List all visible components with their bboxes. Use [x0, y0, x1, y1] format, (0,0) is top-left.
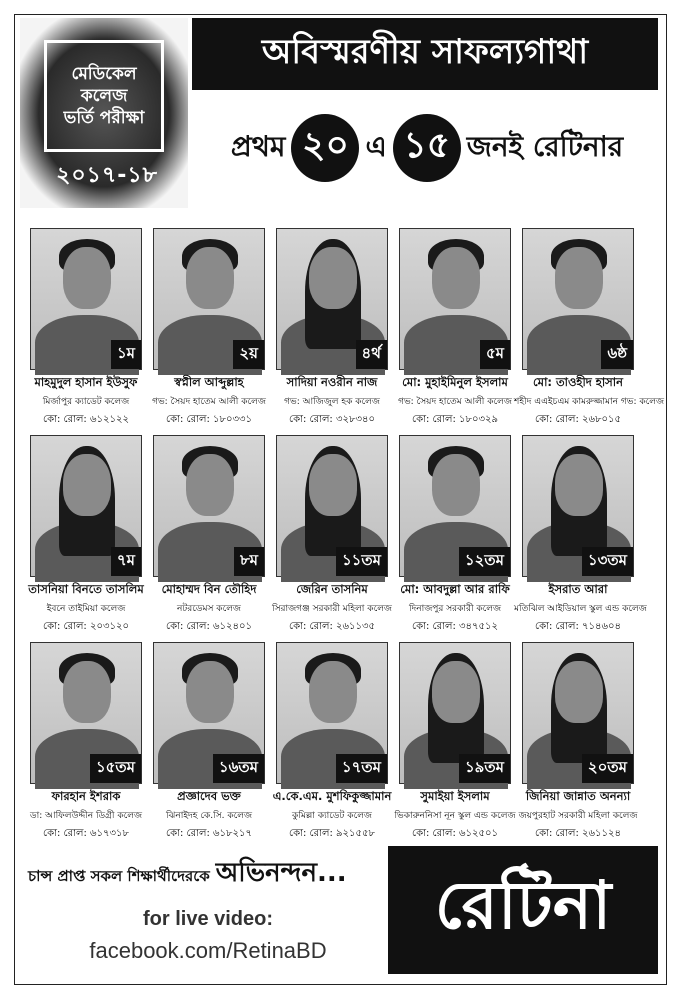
- rank-badge: ৭ম: [111, 547, 141, 576]
- student-photo: [30, 228, 142, 370]
- student-college: ভিকারুননিসা নূন স্কুল এন্ড কলেজ: [394, 811, 516, 821]
- live-video-label: for live video:: [142, 908, 274, 930]
- student-name: মো: তাওহীদ হাসান: [533, 375, 623, 389]
- student-photo: [30, 642, 142, 784]
- photo-face: [63, 661, 111, 723]
- student-name: জেরিন তাসনিম: [296, 582, 368, 596]
- student-college: গভ: সৈয়দ হাতেম আলী কলেজ: [152, 397, 266, 407]
- congratulations-line: [28, 852, 388, 892]
- student-name: স্বপ্নীল আব্দুল্লাহ: [174, 375, 244, 389]
- rank-badge: ৮ম: [234, 547, 264, 576]
- student-card: [151, 638, 267, 848]
- student-card: [520, 638, 636, 848]
- badge-line-1: মেডিকেল: [71, 64, 137, 84]
- student-roll: কো: রোল: ৬১২৪০১: [166, 621, 252, 632]
- student-card: [274, 638, 390, 848]
- rank-badge: ২য়: [233, 340, 264, 369]
- student-roll: কো: রোল: ৩৪৭৫১২: [412, 621, 498, 632]
- student-name: ফারহান ইশরাক: [51, 789, 121, 803]
- student-photo: [522, 435, 634, 577]
- student-roll: কো: রোল: ২০৩১২০: [43, 621, 129, 632]
- rank-badge: ৬ষ্ঠ: [601, 340, 633, 369]
- subtitle-mid: এ: [365, 129, 387, 163]
- student-name: প্রজ্ঞাদেব ভক্ত: [177, 789, 241, 803]
- student-photo: [30, 435, 142, 577]
- headline-title: অবিস্মরণীয় সাফল্যগাথা: [192, 18, 658, 90]
- student-roll: কো: রোল: ২৬৮০১৫: [535, 414, 621, 425]
- retina-logo: রেটিনা: [388, 846, 658, 974]
- student-roll: কো: রোল: ২৬১১২৪: [535, 828, 621, 839]
- photo-face: [432, 454, 480, 516]
- student-card: [514, 431, 647, 641]
- rank-badge: ৪র্থ: [356, 340, 387, 369]
- student-name: জিনিয়া জান্নাত অনন্যা: [525, 789, 631, 803]
- student-card: [397, 431, 513, 641]
- student-row: [28, 638, 642, 848]
- number-circle-20: ২০: [291, 114, 359, 182]
- student-college: মির্জাপুর ক্যাডেট কলেজ: [42, 397, 130, 407]
- student-roll: কো: রোল: ২৬১১৩৫: [289, 621, 375, 632]
- student-roll: কো: রোল: ৬১২১২২: [43, 414, 129, 425]
- rank-badge: ১৩তম: [582, 547, 633, 576]
- student-roll: কো: রোল: ১৮০৩২৯: [412, 414, 498, 425]
- student-photo: [522, 642, 634, 784]
- rank-badge: ৫ম: [480, 340, 510, 369]
- student-photo: [399, 228, 511, 370]
- congrats-word: অভিনন্দন...: [215, 858, 347, 888]
- student-name: সাদিয়া নওরীন নাজ: [286, 375, 378, 389]
- number-circle-15: ১৫: [393, 114, 461, 182]
- student-photo: [399, 642, 511, 784]
- student-photo: [276, 435, 388, 577]
- student-card: [394, 638, 516, 848]
- student-photo: [522, 228, 634, 370]
- photo-face: [186, 247, 234, 309]
- student-roll: কো: রোল: ৬১৭৩১৮: [43, 828, 129, 839]
- student-college: ঝিনাইদহ কে.সি. কলেজ: [165, 811, 253, 821]
- photo-face: [63, 247, 111, 309]
- photo-face: [63, 454, 111, 516]
- student-row: [28, 431, 647, 641]
- student-card: [397, 224, 513, 434]
- student-roll: কো: রোল: ৬১২৫০১: [412, 828, 498, 839]
- photo-face: [186, 454, 234, 516]
- student-name: এ.কে.এম. মুশফিকুজ্জামান: [272, 789, 392, 803]
- student-card: [514, 224, 665, 434]
- student-roll: কো: রোল: ৬১৮২১৭: [166, 828, 252, 839]
- student-college: ডা: আফিলউদ্দীন ডিগ্রী কলেজ: [29, 811, 142, 821]
- student-photo: [153, 435, 265, 577]
- student-roll: কো: রোল: ৩২৮৩৪০: [289, 414, 375, 425]
- student-name: তাসনিয়া বিনতে তাসলিম: [28, 582, 144, 596]
- rank-badge: ১৭তম: [336, 754, 387, 783]
- badge-line-3: ভর্তি পরীক্ষা: [63, 108, 145, 128]
- student-photo: [276, 228, 388, 370]
- photo-face: [186, 661, 234, 723]
- student-college: শহীদ এএইচএম কামরুজ্জামান গভ: কলেজ: [514, 397, 665, 407]
- student-college: জয়পুরহাট সরকারী মহিলা কলেজ: [518, 811, 638, 821]
- student-name: মোহাম্মদ বিন তৌহিদ: [161, 582, 257, 596]
- student-card: [28, 224, 144, 434]
- subtitle-suffix: জনই রেটিনার: [466, 129, 624, 163]
- photo-face: [432, 661, 480, 723]
- student-photo: [153, 642, 265, 784]
- student-college: দিনাজপুর সরকারী কলেজ: [408, 604, 502, 614]
- photo-face: [432, 247, 480, 309]
- badge-box: [44, 40, 164, 152]
- student-name: মো: মুহাইমিনুল ইসলাম: [402, 375, 508, 389]
- student-roll: কো: রোল: ১৮০৩৩১: [166, 414, 252, 425]
- subtitle-prefix: প্রথম: [230, 129, 286, 163]
- photo-face: [309, 454, 357, 516]
- student-college: কুমিল্লা ক্যাডেট কলেজ: [292, 811, 372, 821]
- photo-face: [555, 454, 603, 516]
- congrats-text: চান্স প্রাপ্ত সকল শিক্ষার্থীদেরকে: [28, 867, 210, 885]
- student-college: সিরাজগঞ্জ সরকারী মহিলা কলেজ: [272, 604, 392, 614]
- rank-badge: ১৯তম: [459, 754, 510, 783]
- rank-badge: ১২তম: [459, 547, 510, 576]
- student-college: ইবনে তাইমিয়া কলেজ: [46, 604, 126, 614]
- photo-face: [555, 661, 603, 723]
- student-photo: [276, 642, 388, 784]
- student-card: [274, 431, 390, 641]
- student-name: সুমাইয়া ইসলাম: [420, 789, 490, 803]
- student-card: [28, 431, 144, 641]
- rank-badge: ১১তম: [336, 547, 387, 576]
- student-roll: কো: রোল: ৭১৪৬০৪: [535, 621, 621, 632]
- photo-face: [309, 661, 357, 723]
- student-row: [28, 224, 665, 434]
- student-name: মাহমুদুল হাসান ইউসুফ: [34, 375, 138, 389]
- student-card: [28, 638, 144, 848]
- rank-badge: ২০তম: [582, 754, 633, 783]
- student-photo: [399, 435, 511, 577]
- student-card: [151, 224, 267, 434]
- student-college: গভ: আজিজুল হক কলেজ: [284, 397, 380, 407]
- student-roll: কো: রোল: ৯২১৫৫৮: [289, 828, 375, 839]
- facebook-link[interactable]: facebook.com/RetinaBD: [89, 938, 327, 963]
- student-name: ইসরাত আরা: [548, 582, 608, 596]
- badge-year: ২০১৭-১৮: [56, 163, 158, 188]
- headline-subtitle: [196, 110, 658, 186]
- exam-badge: [20, 18, 188, 208]
- photo-face: [555, 247, 603, 309]
- rank-badge: ১৫তম: [90, 754, 141, 783]
- badge-line-2: কলেজ: [80, 86, 128, 106]
- rank-badge: ১৬তম: [213, 754, 264, 783]
- student-photo: [153, 228, 265, 370]
- student-card: [151, 431, 267, 641]
- student-college: গভ: সৈয়দ হাতেম আলী কলেজ: [398, 397, 512, 407]
- student-college: মতিঝিল আইডিয়াল স্কুল এন্ড কলেজ: [514, 604, 647, 614]
- student-card: [274, 224, 390, 434]
- rank-badge: ১ম: [111, 340, 141, 369]
- student-college: নটরডেমস কলেজ: [177, 604, 241, 614]
- photo-face: [309, 247, 357, 309]
- student-name: মো: আবদুল্লা আর রাফি: [400, 582, 510, 596]
